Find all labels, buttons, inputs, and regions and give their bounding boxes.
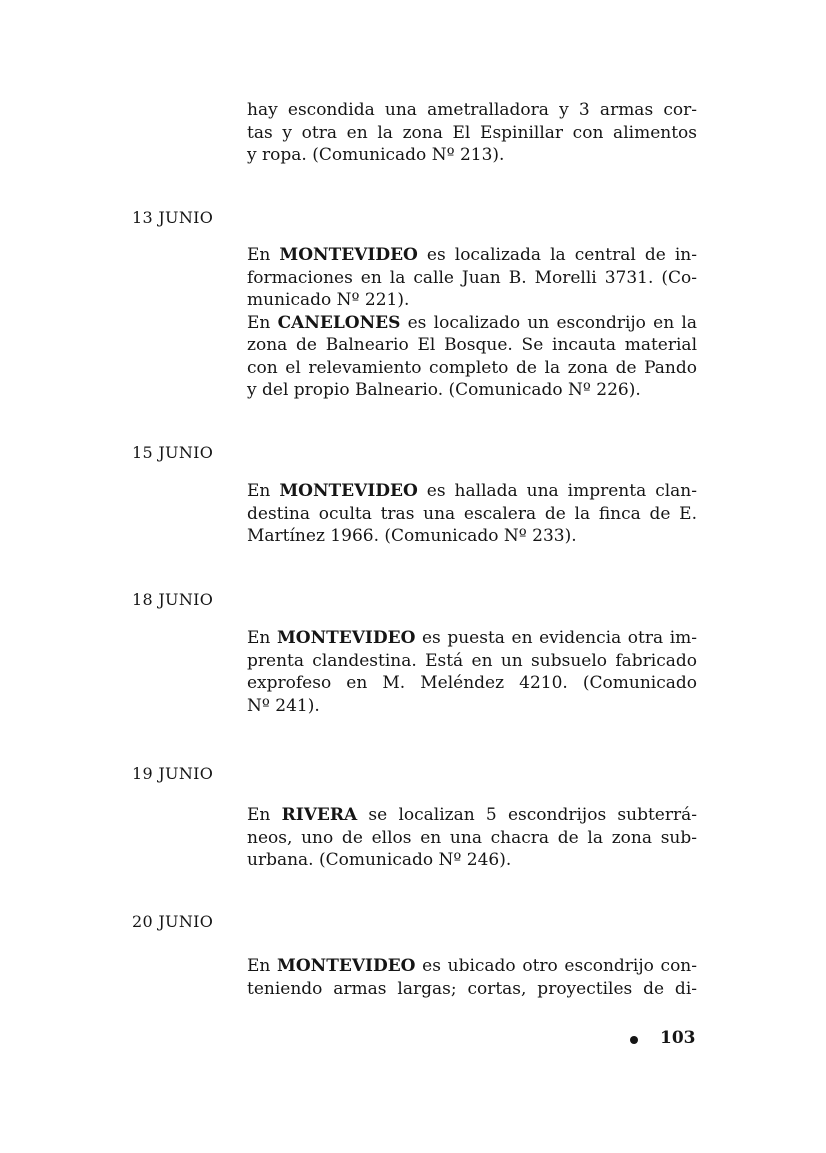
- line-rest: es hallada una imprenta clan-: [417, 481, 698, 501]
- place-name: CANELONES: [277, 312, 401, 333]
- text-line: y del propio Balneario. (Comunicado Nº 226).: [247, 380, 641, 400]
- text-line: [247, 804, 697, 827]
- place-name: RIVERA: [281, 805, 358, 825]
- paragraph-entry: [247, 804, 697, 872]
- line-rest: es ubicado otro escondrijo con-: [415, 956, 698, 976]
- text-line: neos, uno de ellos en una chacra de la zona sub-: [247, 827, 697, 848]
- place-name: MONTEVIDEO: [276, 628, 416, 648]
- page-number: 103: [660, 1028, 696, 1048]
- entry-date: 19 JUNIO: [132, 764, 214, 783]
- text-line: Martínez 1966. (Comunicado Nº 233).: [247, 526, 577, 546]
- entry-date: 20 JUNIO: [132, 912, 214, 931]
- text-line: exprofeso en M. Meléndez 4210. (Comunicado: [247, 673, 697, 693]
- place-name: MONTEVIDEO: [277, 956, 416, 976]
- text-line: [247, 480, 697, 503]
- text-line: destina oculta tras una escalera de la finca de E.: [247, 503, 697, 524]
- text-line: [247, 955, 697, 978]
- line-rest: es localizado un escondrijo en la: [400, 312, 697, 333]
- text-line: [247, 627, 697, 650]
- text-line: teniendo armas largas; cortas, proyectiles de di-: [247, 978, 697, 999]
- text-line: municado Nº 221).: [247, 290, 410, 310]
- place-name: MONTEVIDEO: [279, 245, 418, 265]
- paragraph-entry: [247, 627, 697, 717]
- text-line: urbana. (Comunicado Nº 246).: [247, 850, 512, 870]
- paragraph-continuation: [247, 99, 697, 167]
- prefix-word: En: [247, 805, 282, 825]
- line-rest: se localizan 5 escondrijos subterrá-: [357, 805, 697, 825]
- text-line: formaciones en la calle Juan B. Morelli 3731. (Co-: [247, 267, 697, 288]
- bullet-icon: [630, 1036, 638, 1044]
- text-line: con el relevamiento completo de la zona de Pando: [247, 357, 697, 378]
- prefix-word: En: [247, 956, 278, 976]
- entry-date: 18 JUNIO: [132, 590, 214, 609]
- prefix-word: En: [247, 245, 280, 265]
- paragraph-entry: [247, 955, 697, 1000]
- text-line: Nº 241).: [247, 695, 320, 716]
- prefix-word: En: [247, 312, 278, 333]
- paragraph-entry: [247, 480, 697, 548]
- prefix-word: En: [247, 481, 280, 501]
- text-line: [247, 312, 697, 335]
- prefix-word: En: [247, 628, 277, 648]
- paragraph-entry: [247, 244, 697, 402]
- entry-date: 13 JUNIO: [132, 208, 214, 227]
- text-line: [247, 244, 697, 267]
- text-line: zona de Balneario El Bosque. Se incauta material: [247, 335, 697, 355]
- line-rest: es localizada la central de in-: [417, 245, 697, 265]
- text-line: prenta clandestina. Está en un subsuelo fabricado: [247, 650, 697, 671]
- place-name: MONTEVIDEO: [279, 481, 418, 501]
- text-line: tas y otra en la zona El Espinillar con alimentos: [247, 122, 697, 143]
- entry-date: 15 JUNIO: [132, 443, 214, 462]
- text-line: y ropa. (Comunicado Nº 213).: [247, 145, 505, 165]
- page-footer: [630, 1028, 700, 1052]
- text-line: hay escondida una ametralladora y 3 armas cor-: [247, 100, 697, 120]
- line-rest: es puesta en evidencia otra im-: [415, 628, 698, 648]
